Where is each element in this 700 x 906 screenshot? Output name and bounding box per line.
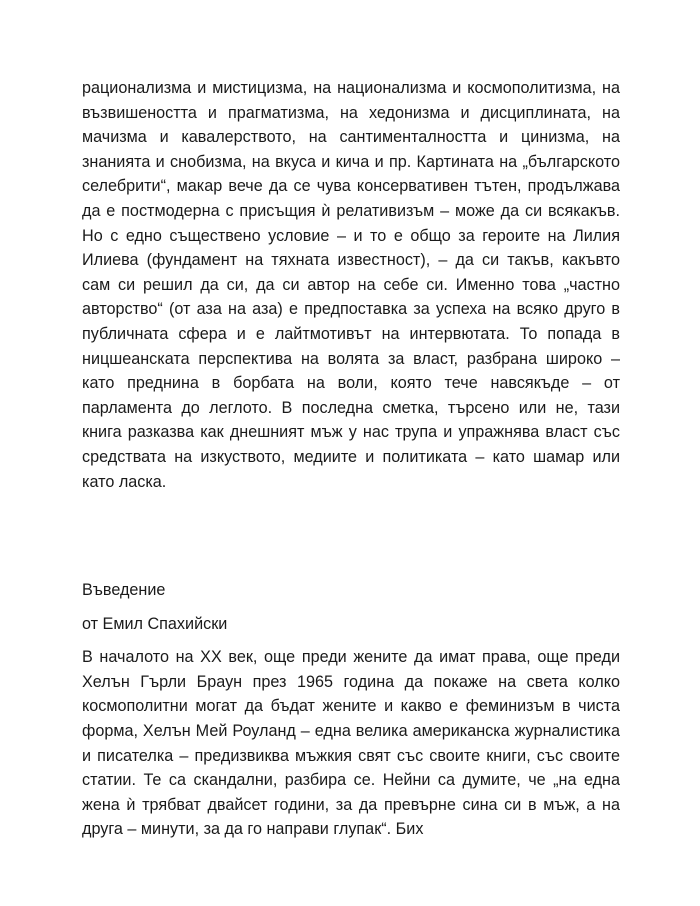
section-title: Въведение	[82, 581, 166, 600]
section-author: от Емил Спахийски	[82, 614, 228, 633]
document-page	[82, 76, 620, 842]
body-paragraph: В началото на XX век, още преди жените да имат права, още преди Хелън Гърли Браун през 1965 година да покаже на света колко космополитни могат да бъдат жените и какво е феминизъм в чиста форма, Хелън Мей Роуланд – една велика американска журналистика и писателка – предизвиква мъжкия свят със своите книги, със своите статии. Те са скандални, разбира се. Нейни са думите, че „на една жена ѝ трябват двайсет години, за да превърне сина си в мъж, а на друга – минути, за да го направи глупак“. Бих	[82, 648, 620, 839]
heading-spacer	[82, 603, 620, 612]
section-spacer	[82, 494, 620, 578]
heading-spacer	[82, 636, 620, 645]
body-paragraph: рационализма и мистицизма, на национализма и космополитизма, на възвишеността и прагматизма, на хедонизма и дисциплината, на мачизма и кавалерството, на сантименталността и цинизма, на знанията и снобизма, на вкуса и кича и пр. Картината на „българското селебрити“, макар вече да се чува консервативен тътен, продължава да е постмодерна с присъщия ѝ релативизъм – може да си всякакъв. Но с едно съществено условие – и то е общо за героите на Лилия Илиева (фундамент на тяхната известност), – да си такъв, какъвто сам си решил да си, да си автор на себе си. Именно това „частно авторство“ (от аза на аза) е предпоставка за успеха на всяко друго в публичната сфера и е лайтмотивът на интервютата. То попада в ницшеанската перспектива на волята за власт, разбрана широко – като преднина в борбата на воли, която тече навсякъде – от парламента до леглото. В последна сметка, търсено или не, тази книга разказва как днешният мъж у нас трупа и упражнява власт със средствата на изкуството, медиите и политиката – като шамар или като ласка.	[82, 79, 620, 491]
